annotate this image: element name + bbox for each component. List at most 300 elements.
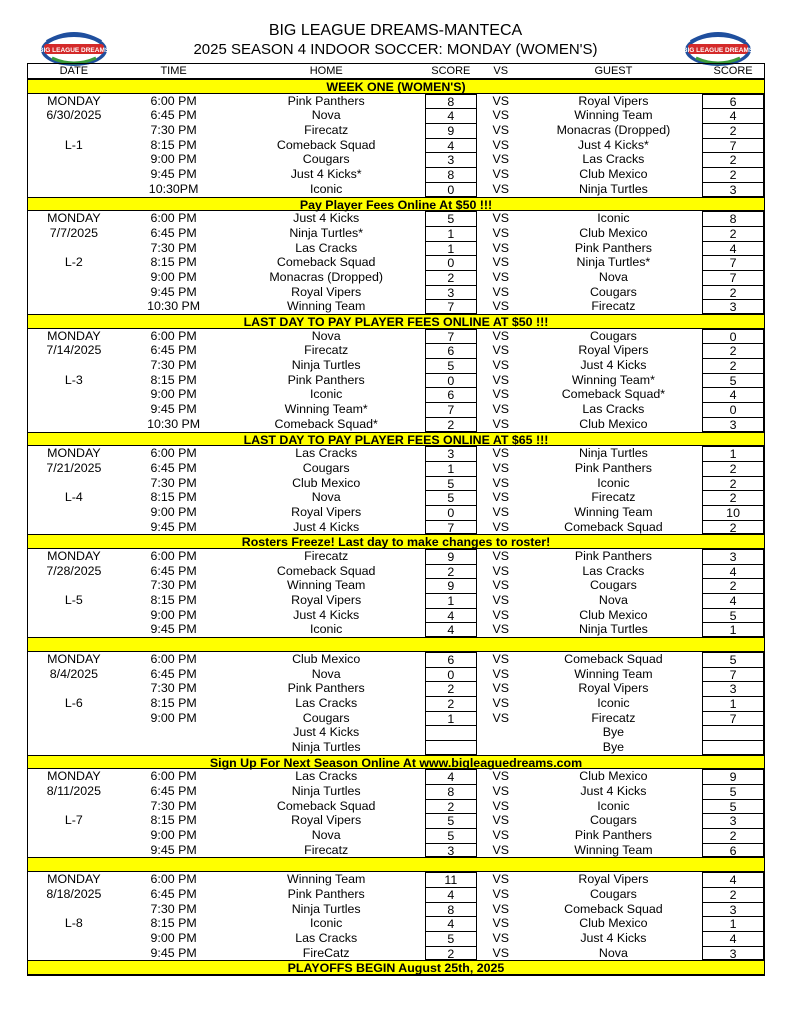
home-team-cell: Just 4 Kicks <box>293 519 360 534</box>
home-score-cell: 9 <box>425 123 477 138</box>
home-score-cell: 9 <box>425 578 477 593</box>
table-row <box>28 681 764 696</box>
date-cell <box>28 285 120 300</box>
table-row <box>28 241 764 256</box>
table-row <box>28 476 764 491</box>
date-cell: 8/4/2025 <box>49 666 98 681</box>
guest-team-cell: Cougars <box>589 578 637 593</box>
table-row <box>28 578 764 593</box>
guest-score-cell: 2 <box>702 461 764 476</box>
guest-score-cell: 7 <box>702 667 764 682</box>
home-score-cell: 8 <box>425 94 477 109</box>
date-cell: MONDAY <box>47 328 101 343</box>
guest-team-cell: Club Mexico <box>579 167 648 182</box>
home-team-cell: Iconic <box>309 181 343 196</box>
vs-cell: VS <box>492 123 509 138</box>
table-row <box>28 490 764 505</box>
guest-score-cell: 4 <box>702 593 764 608</box>
guest-score-cell: 2 <box>702 358 764 373</box>
home-team-cell: Las Cracks <box>295 446 358 461</box>
time-cell: 6:45 PM <box>150 460 197 475</box>
vs-cell: VS <box>492 255 509 270</box>
home-team-cell: Cougars <box>302 710 350 725</box>
home-score-cell: 2 <box>425 270 477 285</box>
guest-score-cell: 3 <box>702 182 764 197</box>
date-cell <box>28 299 120 314</box>
guest-team-cell: Firecatz <box>591 299 636 314</box>
table-row <box>28 373 764 388</box>
svg-text:BIG LEAGUE DREAMS: BIG LEAGUE DREAMS <box>38 47 110 54</box>
guest-team-cell: Bye <box>602 725 625 740</box>
home-score-cell: 8 <box>425 167 477 182</box>
vs-cell: VS <box>492 211 509 226</box>
date-cell: MONDAY <box>47 93 101 108</box>
time-cell <box>120 725 228 740</box>
column-header-guest: GUEST <box>594 65 633 77</box>
home-team-cell: Iconic <box>309 916 343 931</box>
guest-team-cell: Winning Team <box>574 666 653 681</box>
time-cell: 6:45 PM <box>150 886 197 901</box>
date-cell: L-1 <box>64 137 83 152</box>
guest-score-cell: 2 <box>702 476 764 491</box>
table-row <box>28 94 764 109</box>
date-cell <box>28 681 120 696</box>
home-score-cell: 2 <box>425 946 477 961</box>
home-score-cell: 6 <box>425 343 477 358</box>
table-row <box>28 696 764 711</box>
time-cell: 9:00 PM <box>150 269 197 284</box>
date-cell: L-5 <box>64 593 83 608</box>
guest-team-cell: Las Cracks <box>582 152 645 167</box>
vs-cell: VS <box>492 681 509 696</box>
time-cell: 7:30 PM <box>150 798 197 813</box>
guest-score-cell: 6 <box>702 843 764 858</box>
home-team-cell: Firecatz <box>304 549 349 563</box>
time-cell: 6:45 PM <box>150 666 197 681</box>
guest-team-cell: Monacras (Dropped) <box>556 123 671 138</box>
vs-cell: VS <box>492 607 509 622</box>
vs-cell: VS <box>492 930 509 945</box>
guest-score-cell: 3 <box>702 417 764 432</box>
time-cell: 7:30 PM <box>150 240 197 255</box>
home-team-cell: Royal Vipers <box>291 813 362 828</box>
time-cell: 6:00 PM <box>150 93 197 108</box>
table-row <box>28 402 764 417</box>
guest-team-cell: Club Mexico <box>579 916 648 931</box>
guest-score-cell: 4 <box>702 108 764 123</box>
home-team-cell: Winning Team <box>287 872 366 887</box>
table-row <box>28 417 764 432</box>
time-cell: 6:45 PM <box>150 225 197 240</box>
vs-cell: VS <box>492 358 509 373</box>
vs-cell: VS <box>492 387 509 402</box>
time-cell: 9:00 PM <box>150 152 197 167</box>
guest-team-cell: Cougars <box>589 328 637 343</box>
time-cell: 9:45 PM <box>150 519 197 534</box>
date-cell: L-2 <box>64 255 83 270</box>
guest-team-cell: Club Mexico <box>579 769 648 784</box>
time-cell: 10:30 PM <box>147 299 201 314</box>
home-team-cell: Las Cracks <box>295 240 358 255</box>
home-score-cell: 1 <box>425 226 477 241</box>
table-row <box>28 769 764 784</box>
time-cell: 9:45 PM <box>150 402 197 417</box>
home-team-cell: Comeback Squad <box>276 798 376 813</box>
date-cell: MONDAY <box>47 872 101 887</box>
section-banner: LAST DAY TO PAY PLAYER FEES ONLINE AT $50 !!! <box>28 314 764 329</box>
guest-score-cell: 8 <box>702 211 764 226</box>
guest-team-cell: Winning Team <box>574 504 653 519</box>
home-score-cell: 5 <box>425 931 477 946</box>
svg-text:BIG LEAGUE DREAMS: BIG LEAGUE DREAMS <box>682 47 754 54</box>
schedule-table <box>27 63 765 976</box>
home-team-cell: Las Cracks <box>295 769 358 784</box>
home-score-cell: 2 <box>425 681 477 696</box>
vs-cell: VS <box>492 578 509 593</box>
guest-team-cell: Club Mexico <box>579 225 648 240</box>
guest-score-cell: 2 <box>702 490 764 505</box>
vs-cell: VS <box>492 416 509 431</box>
table-row <box>28 887 764 902</box>
home-team-cell: Ninja Turtles <box>291 784 361 798</box>
vs-cell <box>477 725 525 740</box>
guest-team-cell: Iconic <box>597 695 630 710</box>
guest-team-cell: Las Cracks <box>582 402 645 417</box>
home-team-cell: Ninja Turtles <box>291 739 361 754</box>
guest-score-cell: 2 <box>702 152 764 167</box>
home-team-cell: Club Mexico <box>292 651 361 666</box>
home-team-cell: Ninja Turtles* <box>289 225 364 240</box>
home-score-cell: 6 <box>425 387 477 402</box>
date-cell <box>28 622 120 637</box>
date-cell: L-8 <box>64 916 83 931</box>
home-team-cell: Pink Panthers <box>287 886 365 901</box>
time-cell <box>120 740 228 755</box>
date-cell <box>28 902 120 917</box>
table-row <box>28 387 764 402</box>
guest-team-cell: Firecatz <box>591 710 636 725</box>
big-league-dreams-logo <box>682 24 754 68</box>
date-cell <box>28 578 120 593</box>
time-cell: 6:00 PM <box>150 651 197 666</box>
vs-cell: VS <box>492 593 509 608</box>
time-cell: 9:00 PM <box>150 710 197 725</box>
vs-cell: VS <box>492 872 509 887</box>
time-cell: 8:15 PM <box>150 255 197 270</box>
time-cell: 8:15 PM <box>150 137 197 152</box>
table-row <box>28 608 764 623</box>
home-score-cell: 1 <box>425 461 477 476</box>
guest-team-cell: Pink Panthers <box>574 460 652 475</box>
table-row <box>28 931 764 946</box>
home-score-cell: 1 <box>425 593 477 608</box>
home-team-cell: FireCatz <box>302 945 350 960</box>
vs-cell: VS <box>492 666 509 681</box>
vs-cell: VS <box>492 299 509 314</box>
guest-score-cell: 2 <box>702 578 764 593</box>
table-row <box>28 108 764 123</box>
vs-cell: VS <box>492 460 509 475</box>
time-cell: 7:30 PM <box>150 901 197 916</box>
guest-score-cell: 3 <box>702 946 764 961</box>
vs-cell: VS <box>492 137 509 152</box>
guest-score-cell: 2 <box>702 828 764 843</box>
date-cell <box>28 270 120 285</box>
guest-team-cell: Royal Vipers <box>578 343 649 358</box>
guest-score-cell: 2 <box>702 520 764 535</box>
column-header-home: HOME <box>309 65 343 77</box>
vs-cell: VS <box>492 769 509 784</box>
table-row <box>28 549 764 564</box>
home-score-cell: 5 <box>425 813 477 828</box>
home-score-cell: 0 <box>425 373 477 388</box>
column-header-vs: VS <box>493 65 509 77</box>
home-score-cell: 2 <box>425 417 477 432</box>
guest-team-cell: Just 4 Kicks <box>580 930 647 945</box>
table-row <box>28 872 764 887</box>
guest-score-cell: 5 <box>702 373 764 388</box>
time-cell: 9:45 PM <box>150 842 197 857</box>
table-row <box>28 946 764 961</box>
home-score-cell: 0 <box>425 667 477 682</box>
time-cell: 6:00 PM <box>150 446 197 461</box>
date-cell <box>28 828 120 843</box>
table-row <box>28 725 764 740</box>
guest-score-cell: 4 <box>702 564 764 579</box>
guest-team-cell: Bye <box>602 739 625 754</box>
home-team-cell: Just 4 Kicks <box>293 211 360 226</box>
table-row <box>28 255 764 270</box>
table-row <box>28 564 764 579</box>
time-cell: 8:15 PM <box>150 490 197 505</box>
home-score-cell: 3 <box>425 152 477 167</box>
home-team-cell: Just 4 Kicks <box>293 725 360 740</box>
home-team-cell: Winning Team <box>287 578 366 593</box>
vs-cell: VS <box>492 651 509 666</box>
table-row <box>28 828 764 843</box>
table-row <box>28 152 764 167</box>
guest-team-cell: Comeback Squad <box>564 901 663 916</box>
home-score-cell: 5 <box>425 490 477 505</box>
section-banner <box>28 857 764 872</box>
date-cell <box>28 476 120 491</box>
table-row <box>28 270 764 285</box>
page-subtitle: 2025 SEASON 4 INDOOR SOCCER: MONDAY (WOMEN'S) <box>193 41 598 58</box>
table-row <box>28 299 764 314</box>
vs-cell: VS <box>492 167 509 182</box>
time-cell: 6:00 PM <box>150 211 197 226</box>
guest-score-cell: 3 <box>702 813 764 828</box>
home-score-cell: 5 <box>425 828 477 843</box>
date-cell <box>28 946 120 961</box>
guest-score-cell: 7 <box>702 255 764 270</box>
guest-score-cell: 2 <box>702 285 764 300</box>
guest-score-cell: 9 <box>702 769 764 784</box>
home-score-cell: 2 <box>425 564 477 579</box>
date-cell: 7/21/2025 <box>46 460 102 475</box>
time-cell: 9:00 PM <box>150 607 197 622</box>
home-team-cell: Winning Team* <box>284 402 368 417</box>
vs-cell: VS <box>492 269 509 284</box>
guest-team-cell: Ninja Turtles* <box>576 255 651 270</box>
date-cell: 6/30/2025 <box>46 108 102 123</box>
table-row <box>28 226 764 241</box>
guest-score-cell: 5 <box>702 799 764 814</box>
home-score-cell <box>425 725 477 740</box>
guest-score-cell: 4 <box>702 931 764 946</box>
time-cell: 8:15 PM <box>150 916 197 931</box>
home-team-cell: Comeback Squad <box>276 255 376 270</box>
date-cell: 7/14/2025 <box>46 343 102 358</box>
time-cell: 8:15 PM <box>150 372 197 387</box>
home-score-cell: 1 <box>425 241 477 256</box>
guest-score-cell: 4 <box>702 872 764 887</box>
guest-score-cell: 4 <box>702 241 764 256</box>
column-header-row <box>28 64 764 79</box>
home-score-cell: 0 <box>425 182 477 197</box>
guest-score-cell: 0 <box>702 402 764 417</box>
guest-score-cell: 2 <box>702 167 764 182</box>
guest-team-cell: Ninja Turtles <box>578 181 648 196</box>
home-score-cell: 5 <box>425 358 477 373</box>
date-cell <box>28 799 120 814</box>
vs-cell: VS <box>492 108 509 123</box>
home-score-cell: 4 <box>425 108 477 123</box>
home-score-cell: 11 <box>425 872 477 887</box>
time-cell: 10:30PM <box>148 181 199 196</box>
date-cell: 7/28/2025 <box>46 563 102 578</box>
guest-score-cell: 2 <box>702 123 764 138</box>
table-row <box>28 138 764 153</box>
table-row <box>28 167 764 182</box>
guest-team-cell: Ninja Turtles <box>578 446 648 461</box>
vs-cell: VS <box>492 328 509 343</box>
date-cell: L-7 <box>64 813 83 828</box>
date-cell <box>28 520 120 535</box>
guest-score-cell: 7 <box>702 711 764 726</box>
home-team-cell: Comeback Squad <box>276 137 376 152</box>
column-header-time: TIME <box>160 65 187 77</box>
home-team-cell: Firecatz <box>304 343 349 358</box>
vs-cell: VS <box>492 901 509 916</box>
guest-team-cell: Nova <box>598 945 628 960</box>
guest-team-cell: Winning Team <box>574 842 653 857</box>
column-header-guest-score: SCORE <box>713 65 753 77</box>
guest-team-cell: Cougars <box>589 284 637 299</box>
home-score-cell: 0 <box>425 505 477 520</box>
home-team-cell: Cougars <box>302 460 350 475</box>
home-team-cell: Cougars <box>302 152 350 167</box>
section-banner: Pay Player Fees Online At $50 !!! <box>28 197 764 212</box>
home-score-cell: 4 <box>425 608 477 623</box>
vs-cell: VS <box>492 372 509 387</box>
guest-score-cell: 7 <box>702 270 764 285</box>
date-cell: MONDAY <box>47 211 101 226</box>
time-cell: 9:00 PM <box>150 828 197 843</box>
guest-score-cell: 1 <box>702 696 764 711</box>
section-banner: LAST DAY TO PAY PLAYER FEES ONLINE AT $65 !!! <box>28 432 764 447</box>
guest-team-cell: Cougars <box>589 886 637 901</box>
date-cell <box>28 241 120 256</box>
home-score-cell: 7 <box>425 299 477 314</box>
vs-cell: VS <box>492 798 509 813</box>
date-cell <box>28 505 120 520</box>
column-header-date: DATE <box>59 65 89 77</box>
vs-cell: VS <box>492 93 509 108</box>
time-cell: 8:15 PM <box>150 695 197 710</box>
time-cell: 7:30 PM <box>150 475 197 490</box>
time-cell: 8:15 PM <box>150 813 197 828</box>
date-cell: 8/11/2025 <box>46 784 101 798</box>
home-team-cell: Winning Team <box>287 299 366 314</box>
vs-cell: VS <box>492 563 509 578</box>
time-cell: 7:30 PM <box>150 578 197 593</box>
date-cell: MONDAY <box>47 446 101 461</box>
date-cell <box>28 402 120 417</box>
date-cell: 8/18/2025 <box>46 886 102 901</box>
time-cell: 9:00 PM <box>150 387 197 402</box>
page-title: BIG LEAGUE DREAMS-MANTECA <box>268 22 523 39</box>
guest-team-cell: Just 4 Kicks* <box>577 137 649 152</box>
vs-cell: VS <box>492 945 509 960</box>
time-cell: 6:00 PM <box>150 328 197 343</box>
time-cell: 6:45 PM <box>150 563 197 578</box>
date-cell: L-6 <box>64 695 83 710</box>
guest-score-cell: 3 <box>702 299 764 314</box>
home-score-cell <box>425 740 477 755</box>
vs-cell: VS <box>492 240 509 255</box>
date-cell <box>28 931 120 946</box>
home-score-cell: 4 <box>425 622 477 637</box>
vs-cell: VS <box>492 446 509 461</box>
guest-team-cell: Nova <box>598 269 628 284</box>
vs-cell: VS <box>492 886 509 901</box>
table-row <box>28 711 764 726</box>
date-cell <box>28 152 120 167</box>
vs-cell: VS <box>492 622 509 637</box>
vs-cell: VS <box>492 828 509 843</box>
guest-score-cell: 7 <box>702 138 764 153</box>
home-team-cell: Royal Vipers <box>291 504 362 519</box>
home-score-cell: 1 <box>425 711 477 726</box>
home-team-cell: Nova <box>311 828 341 843</box>
date-cell: L-3 <box>64 372 83 387</box>
vs-cell: VS <box>492 549 509 563</box>
time-cell: 9:45 PM <box>150 284 197 299</box>
date-cell: L-4 <box>64 490 83 505</box>
guest-score-cell: 5 <box>702 784 764 799</box>
home-score-cell: 7 <box>425 329 477 344</box>
home-score-cell: 0 <box>425 255 477 270</box>
home-score-cell: 2 <box>425 696 477 711</box>
section-banner: Rosters Freeze! Last day to make changes to roster! <box>28 534 764 549</box>
home-score-cell: 9 <box>425 549 477 564</box>
guest-team-cell: Nova <box>598 593 628 608</box>
guest-team-cell: Pink Panthers <box>574 549 652 563</box>
guest-score-cell: 5 <box>702 652 764 667</box>
home-score-cell: 4 <box>425 887 477 902</box>
home-score-cell: 3 <box>425 843 477 858</box>
guest-team-cell: Pink Panthers <box>574 828 652 843</box>
home-team-cell: Pink Panthers <box>287 93 365 108</box>
vs-cell: VS <box>492 490 509 505</box>
home-score-cell: 8 <box>425 784 477 799</box>
vs-cell: VS <box>492 181 509 196</box>
time-cell: 6:00 PM <box>150 872 197 887</box>
home-team-cell: Just 4 Kicks* <box>290 167 362 182</box>
guest-team-cell: Cougars <box>589 813 637 828</box>
guest-team-cell: Iconic <box>597 475 630 490</box>
